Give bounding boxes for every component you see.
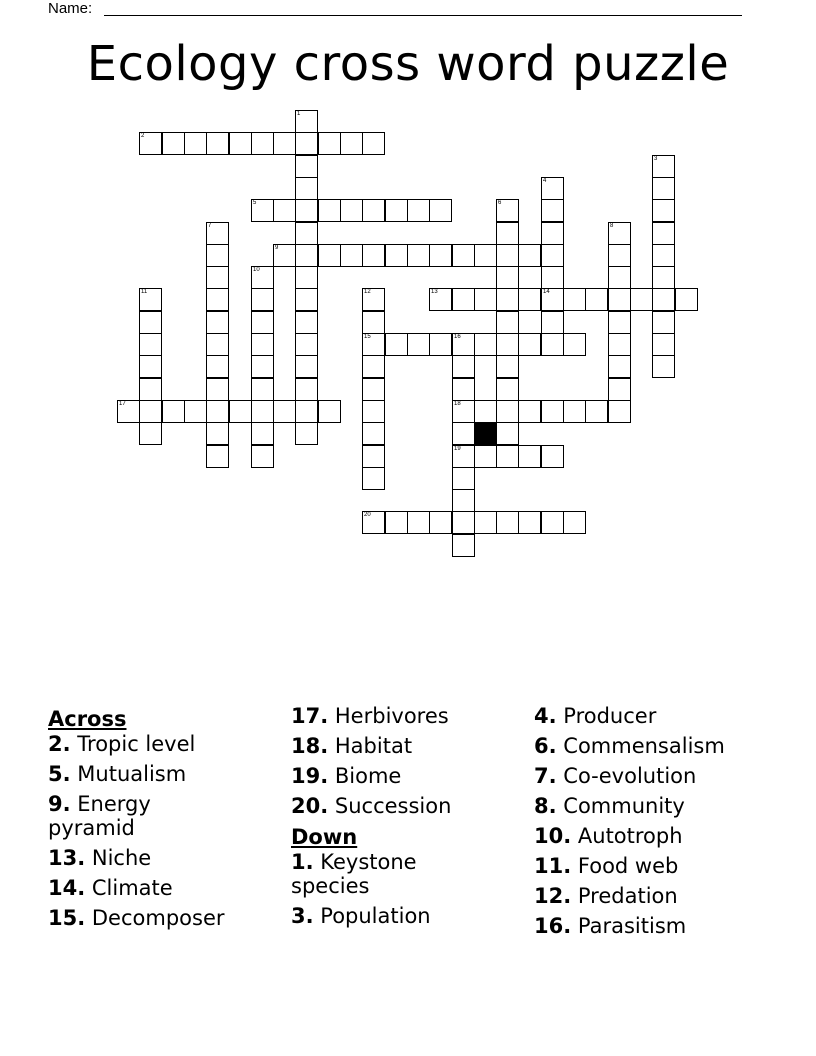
clue-down-7 <box>534 764 774 788</box>
grid-cell[interactable] <box>251 378 274 401</box>
clue-column-1 <box>48 704 288 936</box>
grid-cell[interactable] <box>295 355 318 378</box>
grid-cell[interactable] <box>184 400 207 423</box>
grid-cell[interactable] <box>273 400 296 423</box>
grid-cell[interactable] <box>429 244 452 267</box>
grid-cell[interactable] <box>496 511 519 534</box>
grid-cell[interactable] <box>229 132 252 155</box>
down-heading: Down <box>291 825 358 849</box>
grid-cell[interactable] <box>496 288 519 311</box>
cell-number: 19 <box>454 446 461 452</box>
grid-cell[interactable] <box>295 155 318 178</box>
grid-cell[interactable] <box>608 333 631 356</box>
clue-text: Parasitism <box>577 914 687 938</box>
grid-cell[interactable] <box>385 199 408 222</box>
grid-cell[interactable] <box>251 132 274 155</box>
clue-text: Food web <box>577 854 679 878</box>
grid-cell[interactable] <box>518 288 541 311</box>
grid-cell[interactable] <box>407 511 430 534</box>
grid-cell[interactable] <box>139 422 162 445</box>
clue-text: Keystone species <box>291 850 417 898</box>
clue-across-5 <box>48 762 288 786</box>
grid-cell[interactable] <box>251 288 274 311</box>
grid-cell[interactable] <box>563 288 586 311</box>
grid-cell[interactable] <box>206 311 229 334</box>
grid-cell-9[interactable] <box>273 244 296 267</box>
grid-cell[interactable] <box>496 400 519 423</box>
grid-cell[interactable] <box>273 132 296 155</box>
clue-text: Co-evolution <box>563 764 697 788</box>
grid-cell-7[interactable] <box>206 222 229 245</box>
grid-cell[interactable] <box>362 199 385 222</box>
grid-cell[interactable] <box>541 199 564 222</box>
clue-text: Community <box>563 794 685 818</box>
clue-text: Succession <box>334 794 452 818</box>
grid-cell[interactable] <box>496 333 519 356</box>
grid-cell[interactable] <box>541 333 564 356</box>
grid-cell[interactable] <box>139 333 162 356</box>
grid-cell-13[interactable] <box>429 288 452 311</box>
cell-number: 2 <box>141 133 145 139</box>
grid-cell[interactable] <box>675 288 698 311</box>
grid-cell[interactable] <box>452 489 475 512</box>
clue-number: 3. <box>291 904 314 928</box>
cell-number: 9 <box>275 245 279 251</box>
grid-cell[interactable] <box>474 244 497 267</box>
grid-cell-1[interactable] <box>295 110 318 133</box>
grid-cell[interactable] <box>563 400 586 423</box>
clue-across-15 <box>48 906 288 930</box>
grid-cell[interactable] <box>139 311 162 334</box>
grid-cell[interactable] <box>474 511 497 534</box>
grid-cell[interactable] <box>608 400 631 423</box>
grid-cell-16[interactable] <box>452 333 475 356</box>
grid-cell[interactable] <box>295 288 318 311</box>
clue-down-11 <box>534 854 774 878</box>
grid-cell-10[interactable] <box>251 266 274 289</box>
clue-down-6 <box>534 734 774 758</box>
clue-across-20 <box>291 794 531 818</box>
clue-number: 16. <box>534 914 572 938</box>
clue-number: 6. <box>534 734 557 758</box>
clue-number: 9. <box>48 792 71 816</box>
grid-cell[interactable] <box>541 222 564 245</box>
grid-cell[interactable] <box>652 244 675 267</box>
clue-text: Autotroph <box>577 824 683 848</box>
cell-number: 8 <box>610 223 614 229</box>
grid-cell-19[interactable] <box>452 445 475 468</box>
clue-down-16 <box>534 914 774 938</box>
grid-cell[interactable] <box>541 400 564 423</box>
grid-cell[interactable] <box>295 400 318 423</box>
grid-cell[interactable] <box>585 288 608 311</box>
clue-number: 12. <box>534 884 572 908</box>
clue-across-18 <box>291 734 531 758</box>
grid-cell[interactable] <box>496 355 519 378</box>
grid-cell[interactable] <box>184 132 207 155</box>
clue-text: Niche <box>91 846 152 870</box>
grid-cell[interactable] <box>652 266 675 289</box>
clue-text: Habitat <box>334 734 413 758</box>
clue-text: Herbivores <box>334 704 449 728</box>
clue-text: Mutualism <box>77 762 187 786</box>
grid-cell[interactable] <box>652 355 675 378</box>
grid-cell[interactable] <box>563 511 586 534</box>
grid-cell[interactable] <box>652 311 675 334</box>
grid-cell[interactable] <box>452 378 475 401</box>
grid-cell-4[interactable] <box>541 177 564 200</box>
clue-number: 17. <box>291 704 329 728</box>
grid-cell-8[interactable] <box>608 222 631 245</box>
clue-number: 15. <box>48 906 86 930</box>
clue-down-3 <box>291 904 531 928</box>
grid-cell[interactable] <box>563 333 586 356</box>
grid-cell[interactable] <box>474 288 497 311</box>
clue-across-9 <box>48 792 198 840</box>
clue-column-2 <box>291 704 531 934</box>
grid-cell[interactable] <box>206 244 229 267</box>
clue-text: Climate <box>91 876 173 900</box>
grid-cell[interactable] <box>295 244 318 267</box>
clue-text: Producer <box>563 704 657 728</box>
grid-cell[interactable] <box>452 288 475 311</box>
grid-cell[interactable] <box>139 378 162 401</box>
grid-cell[interactable] <box>229 400 252 423</box>
grid-cell[interactable] <box>518 244 541 267</box>
grid-cell[interactable] <box>652 199 675 222</box>
grid-cell[interactable] <box>206 445 229 468</box>
grid-cell[interactable] <box>652 288 675 311</box>
grid-cell[interactable] <box>452 244 475 267</box>
clue-number: 11. <box>534 854 572 878</box>
clue-across-13 <box>48 846 288 870</box>
grid-cell[interactable] <box>452 511 475 534</box>
clue-number: 8. <box>534 794 557 818</box>
clue-down-8 <box>534 794 774 818</box>
clue-number: 14. <box>48 876 86 900</box>
cell-number: 13 <box>431 289 438 295</box>
grid-cell[interactable] <box>362 132 385 155</box>
grid-cell[interactable] <box>362 244 385 267</box>
grid-cell[interactable] <box>340 244 363 267</box>
grid-cell[interactable] <box>496 222 519 245</box>
clue-text: Energy pyramid <box>48 792 151 840</box>
grid-cell[interactable] <box>251 400 274 423</box>
clue-number: 2. <box>48 732 71 756</box>
cell-number: 11 <box>141 289 148 295</box>
clue-number: 19. <box>291 764 329 788</box>
page-title: Ecology cross word puzzle <box>86 36 730 92</box>
cell-number: 10 <box>253 267 260 273</box>
grid-cell[interactable] <box>362 378 385 401</box>
grid-cell-18[interactable] <box>452 400 475 423</box>
grid-cell[interactable] <box>318 199 341 222</box>
clue-number: 18. <box>291 734 329 758</box>
grid-cell[interactable] <box>318 244 341 267</box>
grid-cell[interactable] <box>608 311 631 334</box>
clue-text: Predation <box>577 884 678 908</box>
clue-text: Population <box>320 904 431 928</box>
grid-cell[interactable] <box>295 333 318 356</box>
grid-cell-3[interactable] <box>652 155 675 178</box>
cell-number: 20 <box>364 512 371 518</box>
grid-cell[interactable] <box>385 333 408 356</box>
grid-cell[interactable] <box>518 333 541 356</box>
grid-cell[interactable] <box>206 132 229 155</box>
grid-cell-12[interactable] <box>362 288 385 311</box>
clue-number: 20. <box>291 794 329 818</box>
clue-across-19 <box>291 764 531 788</box>
name-label: Name: <box>48 0 93 17</box>
grid-cell[interactable] <box>630 288 653 311</box>
grid-cell[interactable] <box>496 422 519 445</box>
grid-cell[interactable] <box>429 199 452 222</box>
cell-number: 4 <box>543 178 547 184</box>
grid-cell[interactable] <box>608 288 631 311</box>
grid-cell[interactable] <box>206 333 229 356</box>
cell-number: 14 <box>543 289 550 295</box>
clue-number: 4. <box>534 704 557 728</box>
grid-cell[interactable] <box>295 378 318 401</box>
grid-cell[interactable] <box>295 222 318 245</box>
grid-cell[interactable] <box>295 422 318 445</box>
grid-cell[interactable] <box>652 222 675 245</box>
grid-cell-2[interactable] <box>139 132 162 155</box>
grid-cell[interactable] <box>251 445 274 468</box>
cell-number: 7 <box>208 223 212 229</box>
across-heading: Across <box>48 707 127 731</box>
clue-number: 5. <box>48 762 71 786</box>
clue-text: Commensalism <box>563 734 725 758</box>
grid-cell-20[interactable] <box>362 511 385 534</box>
grid-cell[interactable] <box>139 355 162 378</box>
grid-cell[interactable] <box>518 400 541 423</box>
clue-across-14 <box>48 876 288 900</box>
grid-cell-15[interactable] <box>362 333 385 356</box>
clue-column-3 <box>534 704 774 944</box>
cell-number: 18 <box>454 401 461 407</box>
cell-number: 15 <box>364 334 371 340</box>
grid-cell[interactable] <box>251 311 274 334</box>
grid-cell[interactable] <box>206 400 229 423</box>
cell-number: 12 <box>364 289 371 295</box>
grid-cell[interactable] <box>541 266 564 289</box>
grid-cell[interactable] <box>362 355 385 378</box>
clue-down-1 <box>291 850 441 898</box>
grid-cell[interactable] <box>273 199 296 222</box>
grid-cell[interactable] <box>340 132 363 155</box>
grid-cell-17[interactable] <box>117 400 140 423</box>
grid-cell[interactable] <box>340 199 363 222</box>
grid-cell[interactable] <box>251 422 274 445</box>
grid-cell[interactable] <box>206 355 229 378</box>
grid-cell[interactable] <box>496 311 519 334</box>
clue-number: 13. <box>48 846 86 870</box>
grid-cell[interactable] <box>206 378 229 401</box>
grid-cell[interactable] <box>251 355 274 378</box>
clue-number: 10. <box>534 824 572 848</box>
grid-cell[interactable] <box>474 333 497 356</box>
grid-cell[interactable] <box>385 511 408 534</box>
grid-cell-11[interactable] <box>139 288 162 311</box>
grid-cell[interactable] <box>541 445 564 468</box>
grid-cell[interactable] <box>585 400 608 423</box>
grid-cell-5[interactable] <box>251 199 274 222</box>
grid-cell[interactable] <box>407 244 430 267</box>
grid-cell[interactable] <box>295 177 318 200</box>
grid-cell[interactable] <box>452 422 475 445</box>
grid-cell[interactable] <box>429 511 452 534</box>
grid-cell[interactable] <box>608 378 631 401</box>
clue-text: Decomposer <box>91 906 225 930</box>
grid-cell[interactable] <box>206 266 229 289</box>
grid-cell[interactable] <box>608 355 631 378</box>
grid-cell[interactable] <box>407 333 430 356</box>
grid-cell[interactable] <box>652 177 675 200</box>
cell-number: 17 <box>119 401 126 407</box>
grid-cell[interactable] <box>429 333 452 356</box>
grid-cell[interactable] <box>452 534 475 557</box>
grid-cell[interactable] <box>452 467 475 490</box>
grid-cell[interactable] <box>496 266 519 289</box>
clue-across-17 <box>291 704 531 728</box>
grid-cell[interactable] <box>518 445 541 468</box>
grid-cell[interactable] <box>295 199 318 222</box>
grid-cell[interactable] <box>362 422 385 445</box>
cell-number: 5 <box>253 200 257 206</box>
grid-cell[interactable] <box>362 311 385 334</box>
grid-cell[interactable] <box>452 355 475 378</box>
grid-cell[interactable] <box>162 400 185 423</box>
clue-down-4 <box>534 704 774 728</box>
grid-cell[interactable] <box>474 445 497 468</box>
clue-number: 1. <box>291 850 314 874</box>
grid-cell[interactable] <box>385 244 408 267</box>
grid-cell[interactable] <box>652 333 675 356</box>
grid-cell[interactable] <box>496 378 519 401</box>
grid-cell[interactable] <box>295 311 318 334</box>
grid-cell[interactable] <box>608 266 631 289</box>
grid-cell[interactable] <box>541 311 564 334</box>
clue-text: Tropic level <box>77 732 196 756</box>
grid-cell[interactable] <box>162 132 185 155</box>
clue-down-10 <box>534 824 774 848</box>
grid-cell[interactable] <box>318 400 341 423</box>
cell-number: 6 <box>498 200 502 206</box>
cell-number: 1 <box>297 111 301 117</box>
grid-cell[interactable] <box>541 244 564 267</box>
grid-cell[interactable] <box>608 244 631 267</box>
grid-cell-14[interactable] <box>541 288 564 311</box>
cell-number: 16 <box>454 334 461 340</box>
grid-cell[interactable] <box>362 400 385 423</box>
grid-cell[interactable] <box>295 132 318 155</box>
grid-cell[interactable] <box>139 400 162 423</box>
cell-number: 3 <box>654 156 658 162</box>
grid-cell[interactable] <box>206 422 229 445</box>
grid-cell[interactable] <box>474 400 497 423</box>
grid-cell[interactable] <box>362 467 385 490</box>
clue-across-2 <box>48 732 288 756</box>
grid-cell[interactable] <box>295 266 318 289</box>
grid-cell[interactable] <box>518 511 541 534</box>
clue-number: 7. <box>534 764 557 788</box>
grid-cell[interactable] <box>541 511 564 534</box>
black-cell <box>474 422 497 445</box>
grid-cell[interactable] <box>206 288 229 311</box>
grid-cell[interactable] <box>251 333 274 356</box>
grid-cell[interactable] <box>407 199 430 222</box>
grid-cell-6[interactable] <box>496 199 519 222</box>
grid-cell[interactable] <box>362 445 385 468</box>
clue-text: Biome <box>334 764 402 788</box>
grid-cell[interactable] <box>318 132 341 155</box>
grid-cell[interactable] <box>496 445 519 468</box>
clue-down-12 <box>534 884 774 908</box>
grid-cell[interactable] <box>496 244 519 267</box>
